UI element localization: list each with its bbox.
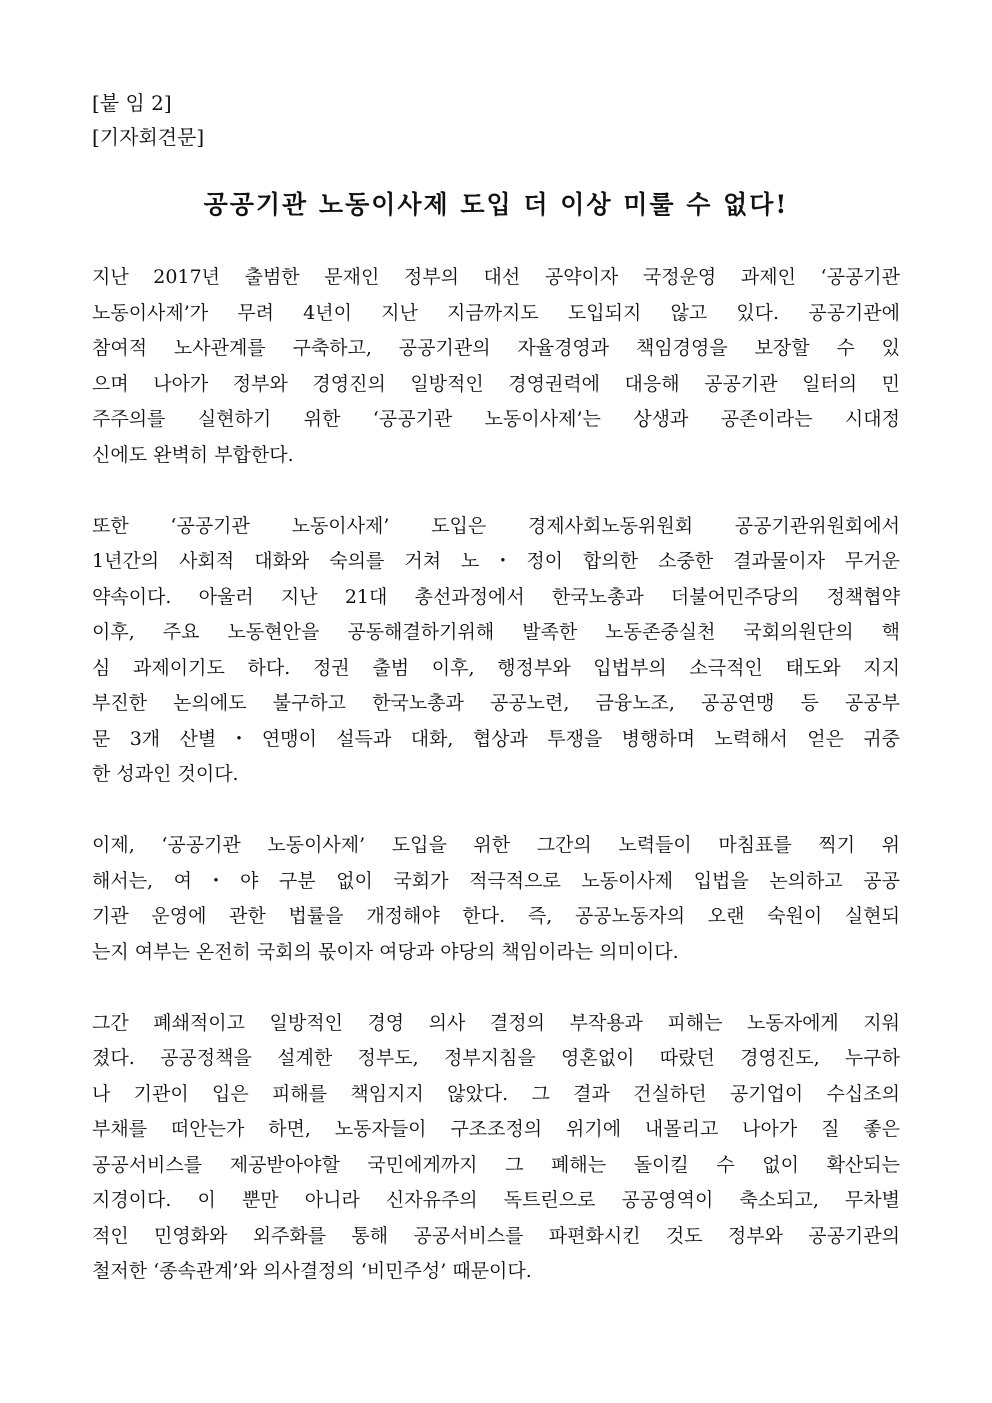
text-line: 부채를 떠안는가 하면, 노동자들이 구조조정의 위기에 내몰리고 나아가 질 좋은: [92, 1118, 900, 1140]
text-line: 그간 폐쇄적이고 일방적인 경영 의사 결정의 부작용과 피해는 노동자에게 지워: [92, 1011, 900, 1034]
text-line: 기관 운영에 관한 법률을 개정해야 한다. 즉, 공공노동자의 오랜 숙원이 실현되: [92, 905, 900, 927]
text-line: 공공서비스를 제공받아야할 국민에게까지 그 폐해는 돌이킬 수 없이 확산되는: [92, 1153, 900, 1176]
doc-type-label: [기자회견문]: [92, 125, 205, 149]
header-labels: [92, 86, 204, 154]
text-line: 문 3개 산별・연맹이 설득과 대화, 협상과 투쟁을 병행하며 노력해서 얻은 귀중: [92, 727, 900, 750]
text-line: 는지 여부는 온전히 국회의 몫이자 여당과 야당의 책임이라는 의미이다.: [92, 940, 679, 963]
text-line: 철저한 ‘종속관계’와 의사결정의 ‘비민주성’ 때문이다.: [92, 1260, 532, 1282]
text-line: 지난 2017년 출범한 문재인 정부의 대선 공약이자 국정운영 과제인 ‘공공기관: [92, 266, 900, 288]
text-line: 또한 ‘공공기관 노동이사제’ 도입은 경제사회노동위원회 공공기관위원회에서: [92, 514, 900, 537]
text-line: 이후, 주요 노동현안을 공동해결하기위해 발족한 노동존중실천 국회의원단의 핵: [92, 621, 900, 643]
text-line: 약속이다. 아울러 지난 21대 총선과정에서 한국노총과 더불어민주당의 정책협약: [92, 585, 900, 608]
text-line: 으며 나아가 정부와 경영진의 일방적인 경영권력에 대응해 공공기관 일터의 민: [92, 372, 900, 395]
text-line: 심 과제이기도 하다. 정권 출범 이후, 행정부와 입법부의 소극적인 태도와 지지: [92, 656, 900, 679]
text-line: 이제, ‘공공기관 노동이사제’ 도입을 위한 그간의 노력들이 마침표를 찍기 위: [92, 834, 900, 856]
text-line: 주주의를 실현하기 위한 ‘공공기관 노동이사제’는 상생과 공존이라는 시대정: [92, 408, 900, 430]
paragraph-3: [92, 828, 900, 970]
text-line: 한 성과인 것이다.: [92, 763, 239, 785]
text-line: 졌다. 공공정책을 설계한 정부도, 정부지침을 영혼없이 따랐던 경영진도, 누구하: [92, 1047, 900, 1069]
document-title: 공공기관 노동이사제 도입 더 이상 미룰 수 없다!: [203, 190, 789, 219]
text-line: 해서는, 여・야 구분 없이 국회가 적극적으로 노동이사제 입법을 논의하고 공공: [92, 869, 900, 892]
text-line: 노동이사제’가 무려 4년이 지난 지금까지도 도입되지 않고 있다. 공공기관에: [92, 301, 900, 324]
text-line: 지경이다. 이 뿐만 아니라 신자유주의 독트린으로 공공영역이 축소되고, 무차별: [92, 1189, 900, 1211]
text-line: 1년간의 사회적 대화와 숙의를 거쳐 노・정이 합의한 소중한 결과물이자 무거운: [92, 550, 900, 572]
paragraph-1: [92, 260, 900, 473]
paragraph-2: [92, 509, 900, 793]
attachment-label: [붙 임 2]: [92, 91, 172, 115]
text-line: 적인 민영화와 외주화를 통해 공공서비스를 파편화시킨 것도 정부와 공공기관의: [92, 1224, 900, 1247]
text-line: 나 기관이 입은 피해를 책임지지 않았다. 그 결과 건실하던 공기업이 수십조의: [92, 1082, 900, 1105]
text-line: 참여적 노사관계를 구축하고, 공공기관의 자율경영과 책임경영을 보장할 수 있: [92, 337, 900, 359]
document-body: [92, 260, 900, 1325]
text-line: 부진한 논의에도 불구하고 한국노총과 공공노련, 금융노조, 공공연맹 등 공공부: [92, 692, 900, 714]
paragraph-4: [92, 1006, 900, 1290]
text-line: 신에도 완벽히 부합한다.: [92, 443, 294, 466]
